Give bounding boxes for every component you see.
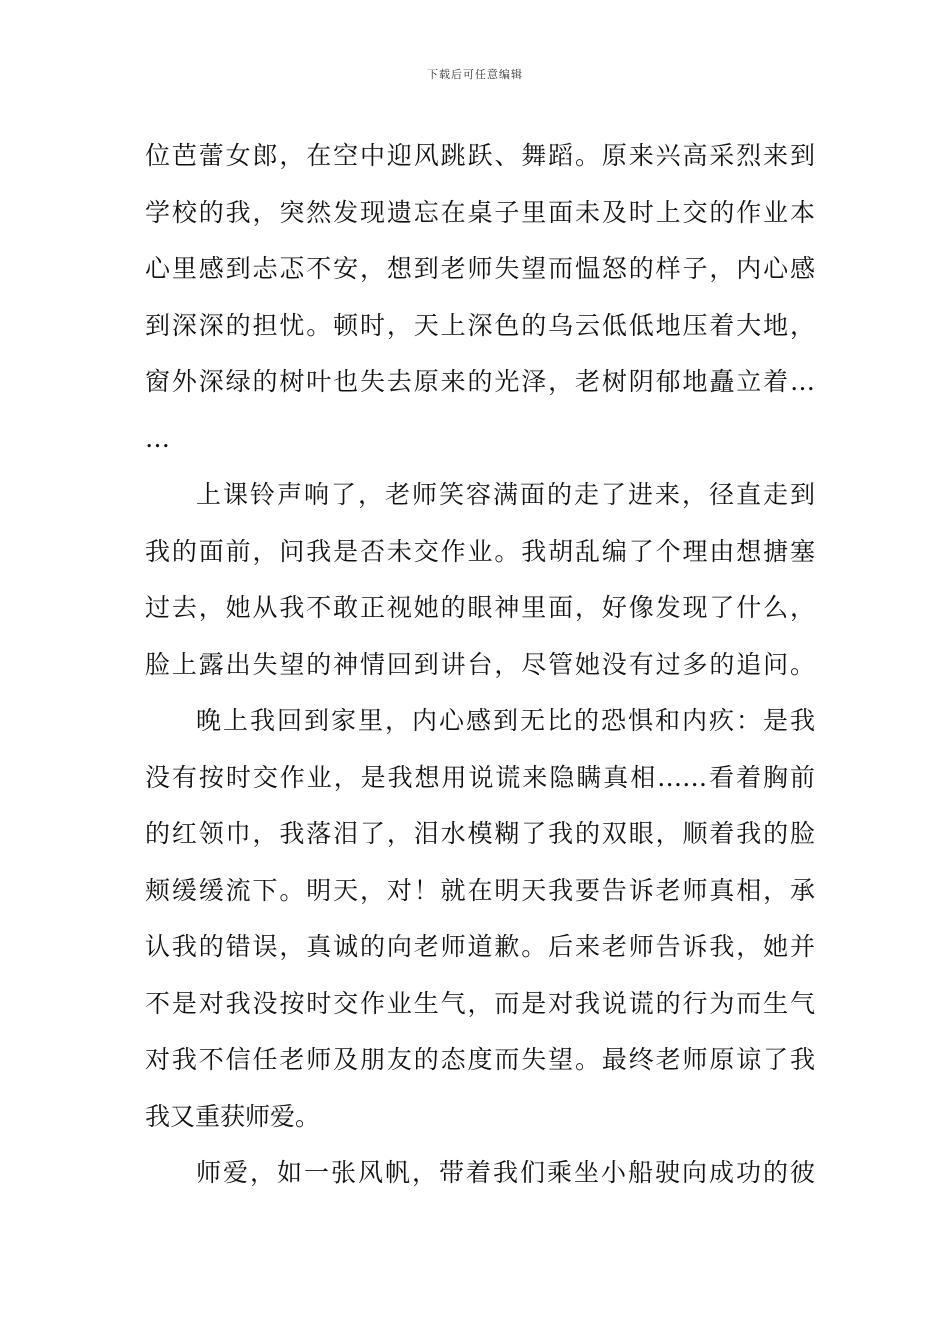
text-line: 的红领巾，我落泪了，泪水模糊了我的双眼，顺着我的脸: [145, 819, 815, 848]
text-line: 对我不信任老师及朋友的态度而失望。最终老师原谅了我: [145, 1045, 815, 1074]
text-line: 颊缓缓流下。明天，对！就在明天我要告诉老师真相，承: [145, 875, 815, 905]
paragraph-start-line: 师爱，如一张风帆，带着我们乘坐小船驶向成功的彼: [196, 1158, 815, 1187]
text-line: 过去，她从我不敢正视她的眼神里面，好像发现了什么，: [145, 593, 815, 622]
body-text: [145, 128, 815, 1202]
text-line: 认我的错误，真诚的向老师道歉。后来老师告诉我，她并: [145, 932, 815, 961]
text-line: 我又重获师爱。: [145, 1101, 321, 1131]
paragraph-start-line: 晚上我回到家里，内心感到无比的恐惧和内疚：是我: [196, 706, 815, 735]
text-line: 窗外深绿的树叶也失去原来的光泽，老树阴郁地矗立着…: [145, 367, 815, 396]
text-line: 到深深的担忧。顿时，天上深色的乌云低低地压着大地，: [145, 310, 815, 340]
text-line: 脸上露出失望的神情回到讲台，尽管她没有过多的追问。: [145, 649, 815, 679]
page-header: 下载后可任意编辑: [427, 68, 523, 81]
text-line: 心里感到忐忑不安，想到老师失望而愠怒的样子，内心感: [145, 254, 815, 283]
text-line: 位芭蕾女郎，在空中迎风跳跃、舞蹈。原来兴高采烈来到: [145, 141, 815, 170]
text-line: 不是对我没按时交作业生气，而是对我说谎的行为而生气: [145, 988, 815, 1018]
text-line: …: [145, 423, 170, 453]
text-line: 学校的我，突然发现遗忘在桌子里面未及时上交的作业本: [145, 197, 815, 227]
text-line: 没有按时交作业，是我想用说谎来隐瞒真相……看着胸前: [145, 762, 815, 792]
text-line: 我的面前，问我是否未交作业。我胡乱编了个理由想搪塞: [145, 536, 815, 566]
paragraph-start-line: 上课铃声响了，老师笑容满面的走了进来，径直走到: [196, 480, 815, 509]
